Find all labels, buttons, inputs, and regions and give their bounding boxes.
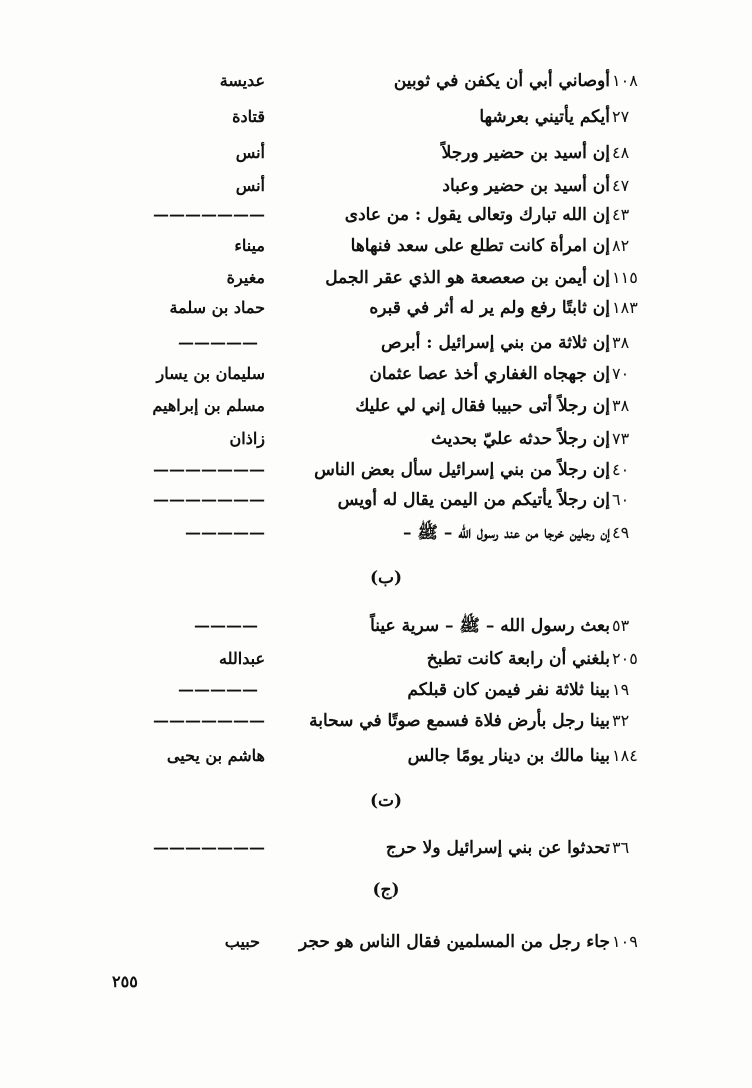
entry-number: ٧٣ <box>612 429 630 448</box>
list-item <box>0 423 752 455</box>
entry-text: إن رجلاً من بني إسرائيل سأل بعض الناس <box>314 460 610 480</box>
list-item <box>0 610 752 642</box>
entry-number: ٢٠٥ <box>612 649 638 668</box>
entry-number: ١٩ <box>612 680 630 699</box>
entry-number: ١٠٨ <box>612 71 638 90</box>
list-item <box>0 705 752 737</box>
entry-text: إن ثابتًا رفع ولم ير له أثر في قبره <box>369 298 610 318</box>
list-item <box>0 643 752 675</box>
list-item <box>0 740 752 772</box>
list-item <box>0 484 752 516</box>
entry-narrator: حماد بن سلمة <box>169 298 265 317</box>
entry-narrator: ——————— <box>153 711 265 730</box>
entry-number: ١٠٩ <box>612 932 638 951</box>
entry-narrator: مسلم بن إبراهيم <box>152 396 265 415</box>
entry-text: بينا ثلاثة نفر فيمن كان قبلكم <box>407 680 610 700</box>
list-item <box>0 454 752 486</box>
entry-narrator: زاذان <box>229 429 265 448</box>
list-item <box>0 517 752 549</box>
entry-text: إن جهجاه الغفاري أخذ عصا عثمان <box>369 364 610 384</box>
entry-number: ٤٠ <box>612 460 630 479</box>
entry-text: إن امرأة كانت تطلع على سعد فنهاها <box>350 236 610 256</box>
entry-narrator: ——————— <box>153 205 265 224</box>
entry-number: ٨٢ <box>612 236 630 255</box>
entry-number: ٣٨ <box>612 333 630 352</box>
list-item <box>0 327 752 359</box>
entry-text: جاء رجل من المسلمين فقال الناس هو حجر <box>298 932 610 952</box>
entry-narrator: أنس <box>235 176 265 195</box>
entry-number: ٧٠ <box>612 364 630 383</box>
entry-text: إن الله تبارك وتعالى يقول : من عادى <box>344 205 610 225</box>
list-item <box>0 170 752 202</box>
entry-number: ٢٧ <box>612 107 630 126</box>
entry-number: ١٨٤ <box>612 746 638 765</box>
entry-number: ١١٥ <box>612 268 638 287</box>
list-item <box>0 101 752 133</box>
entry-narrator: ————— <box>178 333 258 352</box>
list-item <box>0 674 752 706</box>
page-number: ٢٥٥ <box>112 972 138 991</box>
entry-text: أن أسيد بن حضير وعباد <box>442 176 610 196</box>
entry-narrator: ——————— <box>153 460 265 479</box>
list-item <box>0 926 752 958</box>
entry-text: بينا مالك بن دينار يومًا جالس <box>407 746 610 766</box>
entry-text: تحدثوا عن بني إسرائيل ولا حرج <box>385 838 610 858</box>
entry-text: بينا رجل بأرض فلاة فسمع صوتًا في سحابة <box>309 711 610 731</box>
entry-text: إن ثلاثة من بني إسرائيل : أبرص <box>381 333 610 353</box>
entry-narrator: ———— <box>194 616 258 635</box>
entry-number: ٦٠ <box>612 490 630 509</box>
entry-number: ٣٢ <box>612 711 630 730</box>
list-item <box>0 199 752 231</box>
list-item <box>0 137 752 169</box>
entry-narrator: مغيرة <box>226 268 265 287</box>
entry-narrator: ————— <box>178 680 258 699</box>
section-heading-label: (ت) <box>369 791 403 811</box>
entry-narrator: عبدالله <box>219 649 265 668</box>
entry-text: إن أيمن بن صعصعة هو الذي عقر الجمل <box>325 268 610 288</box>
entry-number: ٤٧ <box>612 176 630 195</box>
entry-text: إن رجلاً حدثه عليّ بحديث <box>430 429 610 449</box>
entry-text: أوصاني أبي أن يكفن في ثوبين <box>393 71 610 91</box>
entry-narrator: سليمان بن يسار <box>156 364 265 383</box>
entry-narrator: هاشم بن يحيى <box>166 746 265 765</box>
section-heading-label: (ب) <box>369 568 403 588</box>
section-heading <box>0 880 752 900</box>
entry-number: ٣٨ <box>612 396 630 415</box>
entry-text: أيكم يأتيني بعرشها <box>479 107 610 127</box>
list-item <box>0 65 752 97</box>
list-item <box>0 230 752 262</box>
entry-narrator: أنس <box>235 143 265 162</box>
entry-narrator: قتادة <box>232 107 265 126</box>
entry-narrator: ——————— <box>153 490 265 509</box>
entry-number: ٥٣ <box>612 616 630 635</box>
section-heading <box>0 568 752 588</box>
section-heading <box>0 791 752 811</box>
entry-narrator: عديسة <box>219 71 265 90</box>
entry-narrator: ————— <box>185 523 265 542</box>
entry-text: إن أسيد بن حضير ورجلاً <box>441 143 610 163</box>
entry-narrator: ميناء <box>234 236 265 255</box>
entry-narrator: ——————— <box>153 838 265 857</box>
list-item <box>0 832 752 864</box>
list-item <box>0 262 752 294</box>
entry-narrator: حبيب <box>224 932 260 951</box>
entry-text: إن رجلين خرجا من عند رسول الله – ﷺ – <box>403 523 610 543</box>
list-item <box>0 358 752 390</box>
list-item <box>0 390 752 422</box>
list-item <box>0 292 752 324</box>
entry-text: بعث رسول الله – ﷺ – سرية عيناً <box>370 616 610 636</box>
entry-text: إن رجلاً أتى حبيبا فقال إني لي عليك <box>355 396 610 416</box>
entry-number: ٤٣ <box>612 205 630 224</box>
section-heading-label: (ج) <box>372 880 400 900</box>
entry-number: ٤٨ <box>612 143 630 162</box>
entry-text: إن رجلاً يأتيكم من اليمن يقال له أويس <box>337 490 610 510</box>
entry-number: ٤٩ <box>612 523 630 542</box>
entry-number: ٣٦ <box>612 838 630 857</box>
entry-text: بلغني أن رابعة كانت تطبخ <box>426 649 610 669</box>
entry-number: ١٨٣ <box>612 298 638 317</box>
